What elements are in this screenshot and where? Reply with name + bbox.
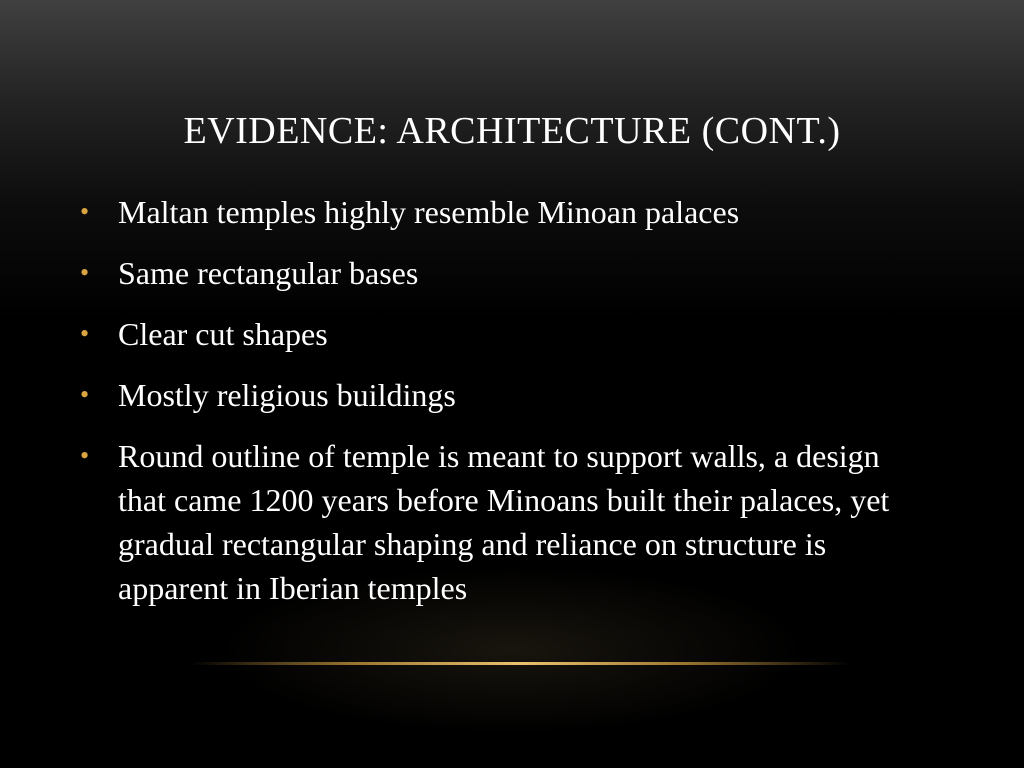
bullet-text: Mostly religious buildings — [118, 377, 456, 413]
bullet-icon: • — [80, 380, 90, 409]
bullet-icon: • — [80, 319, 90, 348]
bullet-item — [80, 190, 930, 234]
bullet-item — [80, 312, 930, 356]
bullet-item — [80, 251, 930, 295]
decorative-divider — [190, 662, 850, 665]
bullet-icon: • — [80, 197, 90, 226]
slide-title: EVIDENCE: ARCHITECTURE (CONT.) — [183, 110, 841, 152]
bullet-text: Maltan temples highly resemble Minoan palaces — [118, 194, 740, 230]
bullet-icon: • — [80, 441, 90, 470]
bullet-item — [80, 434, 930, 610]
bullet-item — [80, 373, 930, 417]
bullet-text: Round outline of temple is meant to support walls, a design that came 1200 years before Minoans built their palaces, yet gradual rectangular shaping and reliance on structure is apparent in Iberian temples — [118, 438, 890, 606]
bullet-text: Clear cut shapes — [118, 316, 328, 352]
bullet-icon: • — [80, 258, 90, 287]
bullet-list — [80, 190, 930, 627]
bullet-text: Same rectangular bases — [118, 255, 419, 291]
